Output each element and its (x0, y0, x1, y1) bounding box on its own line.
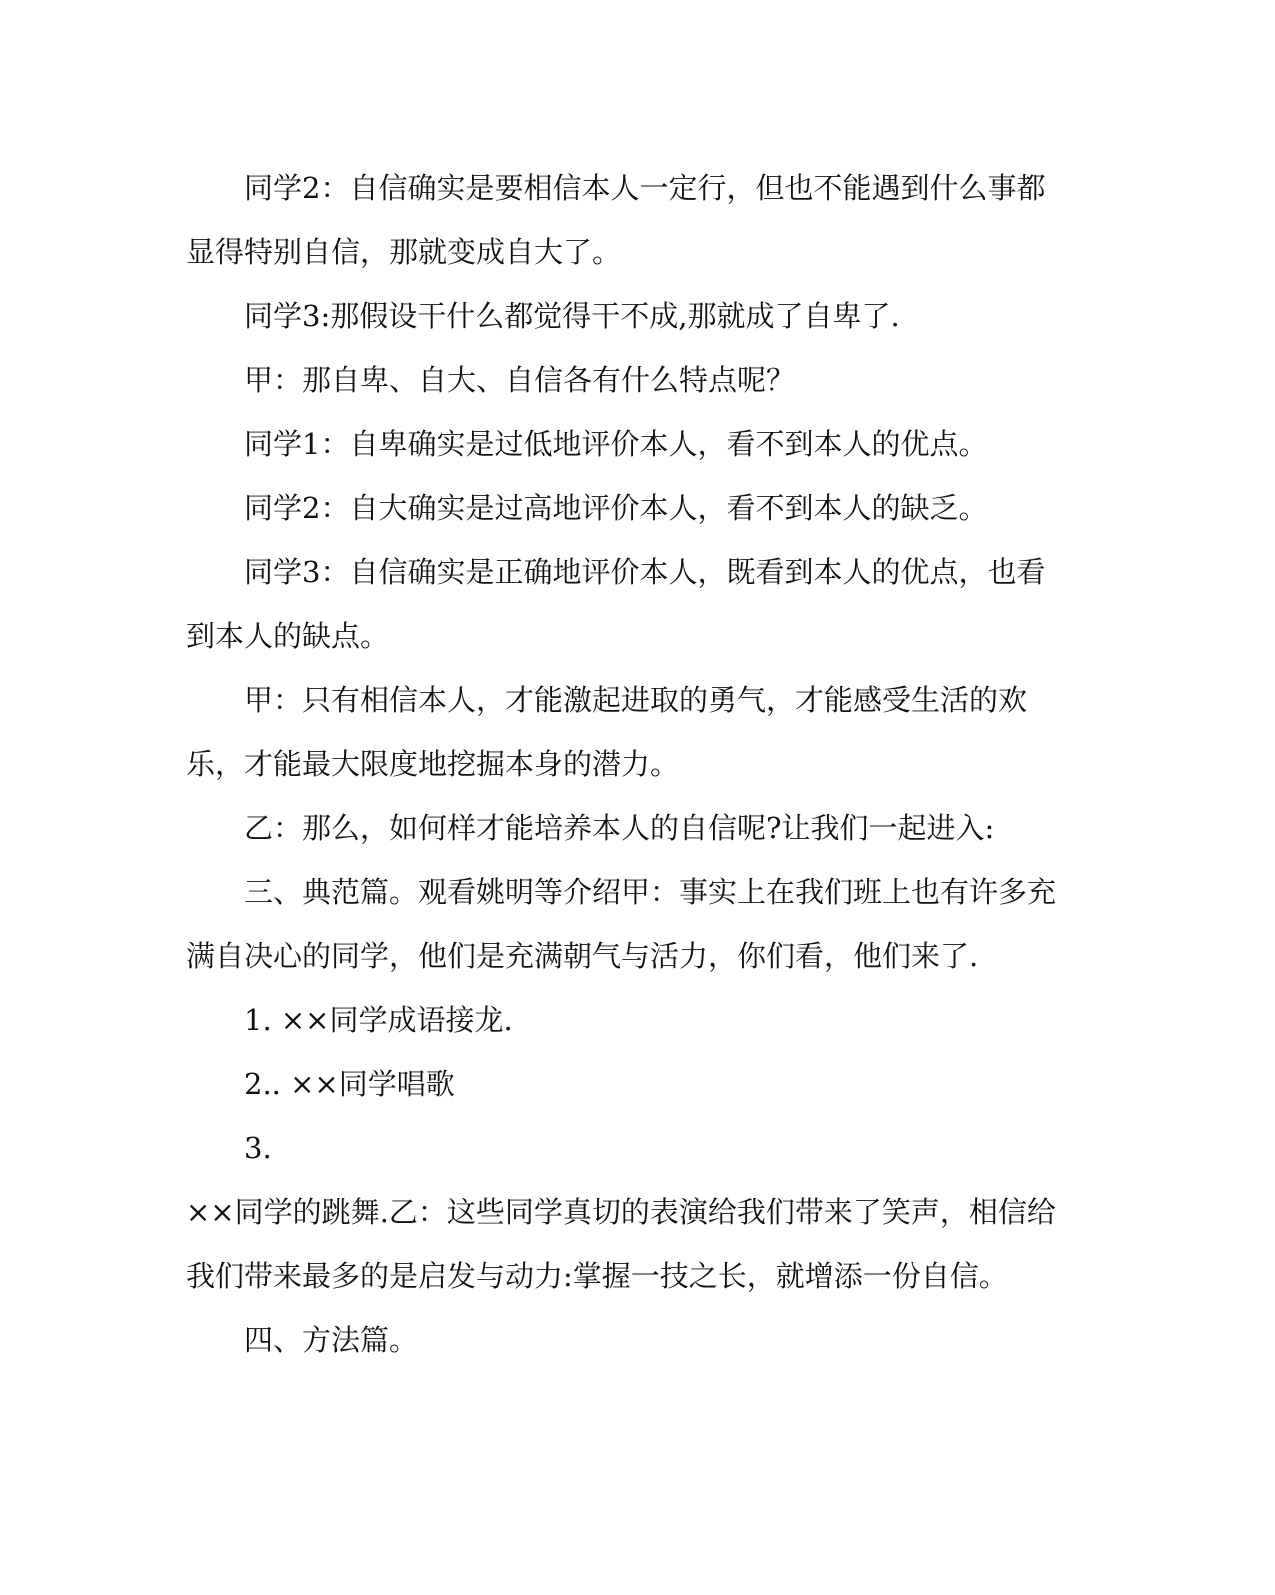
document-body (186, 156, 1066, 1372)
paragraph-10: ××同学的跳舞.乙：这些同学真切的表演给我们带来了笑声，相信给我们带来最多的是启发与动力:掌握一技之长，就增添一份自信。 (186, 1195, 1056, 1293)
paragraph-1: 同学2：自信确实是要相信本人一定行，但也不能遇到什么事都显得特别自信，那就变成自大了。 (186, 171, 1046, 269)
paragraph-5: 同学2：自大确实是过高地评价本人，看不到本人的缺乏。 (244, 491, 988, 525)
paragraph-3: 甲：那自卑、自大、自信各有什么特点呢？ (244, 363, 796, 397)
list-item-1: 1. ××同学成语接龙. (244, 1003, 513, 1037)
list-item-2: 2.. ××同学唱歌 (244, 1067, 455, 1101)
paragraph-8: 乙：那么，如何样才能培养本人的自信呢?让我们一起进入: (244, 811, 995, 845)
list-item-3: 3. (244, 1131, 272, 1165)
paragraph-2: 同学3:那假设干什么都觉得干不成,那就成了自卑了. (244, 299, 900, 333)
section-heading-method: 四、方法篇。 (244, 1323, 419, 1357)
paragraph-4: 同学1：自卑确实是过低地评价本人，看不到本人的优点。 (244, 427, 988, 461)
paragraph-6: 同学3：自信确实是正确地评价本人，既看到本人的优点，也看到本人的缺点。 (186, 555, 1046, 653)
paragraph-7: 甲：只有相信本人，才能激起进取的勇气，才能感受生活的欢乐，才能最大限度地挖掘本身的潜力。 (186, 683, 1028, 781)
paragraph-9: 三、典范篇。观看姚明等介绍甲：事实上在我们班上也有许多充满自决心的同学，他们是充满朝气与活力，你们看，他们来了. (186, 875, 1057, 973)
